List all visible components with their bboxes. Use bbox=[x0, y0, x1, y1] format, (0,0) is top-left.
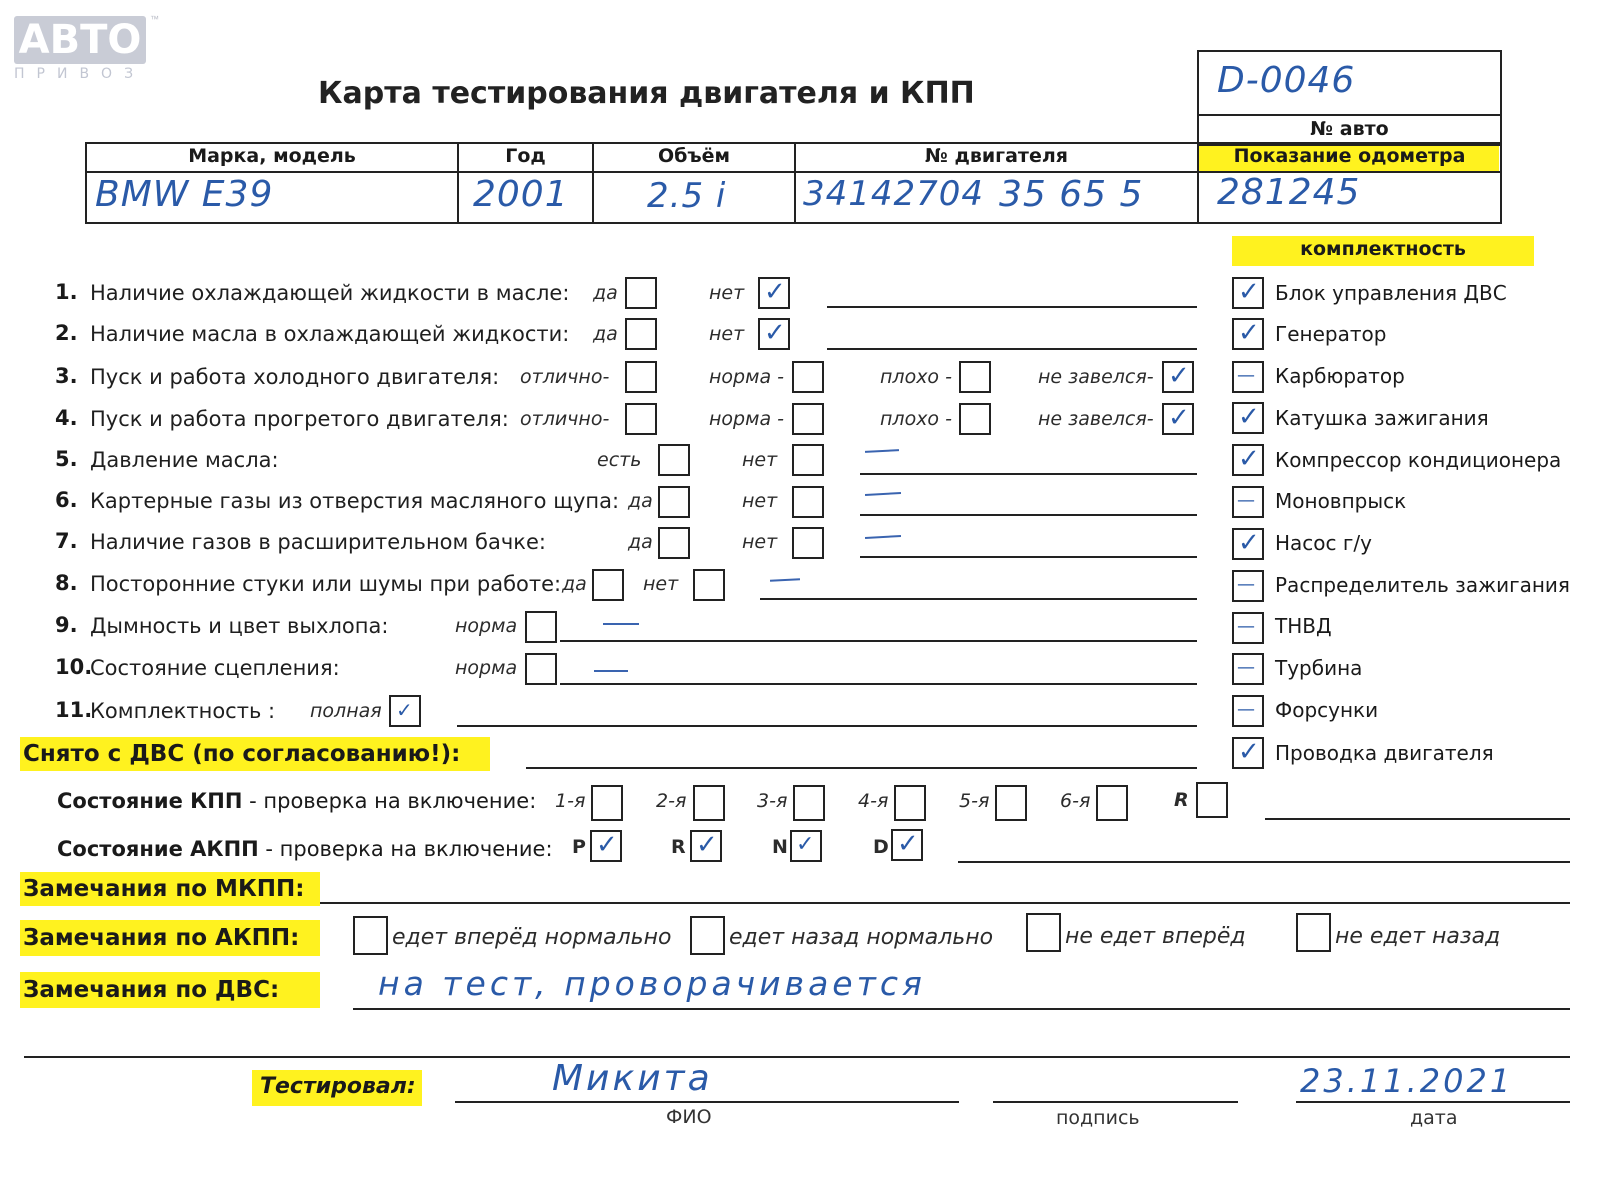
kpp-gear-6-box[interactable] bbox=[1096, 785, 1128, 821]
sign-line bbox=[993, 1101, 1238, 1103]
question-6-num: 6. bbox=[55, 488, 78, 512]
header-table bbox=[85, 142, 1502, 224]
question-7-opt-1: да bbox=[628, 531, 653, 553]
kpp-gear-r-box[interactable] bbox=[1196, 782, 1228, 818]
dvs-remarks-label: Замечания по ДВС: bbox=[23, 977, 280, 1003]
mkpp-remarks-label: Замечания по МКПП: bbox=[23, 876, 305, 902]
car-id-divider bbox=[1199, 114, 1500, 116]
akpp-mode-d-label: D bbox=[873, 836, 889, 858]
akpp-remarks-label: Замечания по АКПП: bbox=[23, 925, 300, 951]
question-3-opt-3: плохо - bbox=[880, 366, 952, 388]
volume-label: Объём bbox=[657, 145, 731, 167]
question-3-box-2[interactable] bbox=[792, 361, 824, 393]
komplekt-item-2: Генератор bbox=[1275, 322, 1387, 346]
removed-line bbox=[526, 767, 1197, 769]
question-4-box-2[interactable] bbox=[792, 403, 824, 435]
kpp-gear-2-box[interactable] bbox=[693, 785, 725, 821]
question-7-line bbox=[860, 556, 1197, 558]
year-value: 2001 bbox=[473, 174, 569, 215]
question-2-opt-1: да bbox=[593, 323, 618, 345]
question-10-text: Состояние сцепления: bbox=[90, 656, 340, 680]
page-title: Карта тестирования двигателя и КПП bbox=[318, 76, 975, 111]
logo-trademark: ™ bbox=[150, 14, 159, 24]
akpp-label-rest: - проверка на включение: bbox=[258, 837, 553, 861]
komplekt-mark-3: — bbox=[1237, 365, 1255, 386]
question-5-dash bbox=[865, 449, 899, 453]
year-label: Год bbox=[505, 145, 546, 167]
separator-line bbox=[24, 1056, 1570, 1058]
question-7-dash bbox=[865, 535, 901, 539]
question-2-num: 2. bbox=[55, 321, 78, 345]
question-3-num: 3. bbox=[55, 364, 78, 388]
akpp-remark-box-3[interactable] bbox=[1026, 913, 1061, 952]
akpp-mode-d-mark: ✓ bbox=[897, 829, 919, 859]
komplekt-mark-9: — bbox=[1237, 616, 1255, 637]
akpp-remark-box-1[interactable] bbox=[353, 916, 388, 955]
dvs-remarks-line bbox=[353, 1008, 1570, 1010]
question-1-opt-2: нет bbox=[709, 282, 745, 304]
question-7-text: Наличие газов в расширительном бачке: bbox=[90, 530, 546, 554]
question-9-line bbox=[560, 640, 1197, 642]
car-id-box bbox=[1197, 50, 1502, 146]
komplekt-mark-6: — bbox=[1237, 490, 1255, 511]
question-4-num: 4. bbox=[55, 406, 78, 430]
kpp-gear-2-label: 2-я bbox=[656, 790, 687, 812]
odometer-value: 281245 bbox=[1217, 172, 1361, 213]
question-2-box-1[interactable] bbox=[625, 318, 657, 350]
question-10-num: 10. bbox=[55, 655, 93, 679]
question-10-line bbox=[560, 683, 1197, 685]
question-5-opt-1: есть bbox=[597, 449, 642, 471]
question-3-opt-4: не завелся- bbox=[1038, 366, 1154, 388]
kpp-line bbox=[1265, 818, 1570, 820]
question-6-opt-1: да bbox=[628, 490, 653, 512]
question-2-mark: ✓ bbox=[764, 318, 786, 348]
question-5-opt-2: нет bbox=[742, 449, 778, 471]
komplekt-mark-10: — bbox=[1237, 657, 1255, 678]
akpp-line bbox=[958, 861, 1570, 863]
question-5-line bbox=[860, 473, 1197, 475]
kpp-gear-3-box[interactable] bbox=[793, 785, 825, 821]
question-1-mark: ✓ bbox=[764, 277, 786, 307]
kpp-gear-4-box[interactable] bbox=[894, 785, 926, 821]
komplekt-mark-8: — bbox=[1237, 574, 1255, 595]
komplekt-mark-5: ✓ bbox=[1238, 444, 1260, 474]
logo: АВТО bbox=[18, 17, 142, 63]
question-6-box-1[interactable] bbox=[658, 486, 690, 518]
question-4-opt-1: отлично- bbox=[520, 408, 610, 430]
komplekt-item-6: Моновпрыск bbox=[1275, 489, 1407, 513]
kpp-gear-r-label: R bbox=[1174, 789, 1189, 811]
question-6-dash bbox=[865, 492, 901, 496]
question-10-box-1[interactable] bbox=[525, 653, 557, 685]
question-3-mark: ✓ bbox=[1168, 361, 1190, 391]
question-1-line bbox=[827, 306, 1197, 308]
komplekt-mark-7: ✓ bbox=[1238, 528, 1260, 558]
question-4-box-1[interactable] bbox=[625, 403, 657, 435]
komplekt-item-12: Проводка двигателя bbox=[1275, 741, 1494, 765]
akpp-label bbox=[57, 837, 553, 861]
question-8-dash bbox=[770, 578, 800, 582]
question-6-line bbox=[860, 514, 1197, 516]
akpp-remark-opt-4: не едет назад bbox=[1335, 924, 1501, 949]
question-3-text: Пуск и работа холодного двигателя: bbox=[90, 365, 500, 389]
question-1-text: Наличие охлаждающей жидкости в масле: bbox=[90, 281, 570, 305]
akpp-remark-opt-1: едет вперёд нормально bbox=[392, 925, 672, 950]
question-8-opt-2: нет bbox=[643, 573, 679, 595]
question-8-num: 8. bbox=[55, 571, 78, 595]
komplekt-mark-12: ✓ bbox=[1238, 737, 1260, 767]
date-label: дата bbox=[1410, 1107, 1458, 1129]
question-3-box-3[interactable] bbox=[959, 361, 991, 393]
question-4-opt-4: не завелся- bbox=[1038, 408, 1154, 430]
kpp-label-rest: - проверка на включение: bbox=[242, 789, 537, 813]
question-2-text: Наличие масла в охлаждающей жидкости: bbox=[90, 322, 570, 346]
question-6-opt-2: нет bbox=[742, 490, 778, 512]
question-11-mark: ✓ bbox=[396, 698, 413, 722]
komplekt-mark-1: ✓ bbox=[1238, 277, 1260, 307]
question-6-box-2[interactable] bbox=[792, 486, 824, 518]
kpp-gear-6-label: 6-я bbox=[1060, 790, 1091, 812]
komplekt-mark-11: — bbox=[1237, 699, 1255, 720]
question-9-opt-1: норма bbox=[455, 615, 518, 637]
question-5-box-2[interactable] bbox=[792, 444, 824, 476]
komplekt-title: комплектность bbox=[1300, 238, 1466, 260]
engine-value-2: 35 65 5 bbox=[999, 174, 1144, 215]
logo-subtitle: ПРИВОЗ bbox=[14, 66, 146, 82]
question-5-num: 5. bbox=[55, 447, 78, 471]
akpp-mode-n-label: N bbox=[772, 836, 788, 858]
question-10-dash bbox=[594, 670, 628, 672]
question-8-box-1[interactable] bbox=[592, 569, 624, 601]
kpp-gear-1-label: 1-я bbox=[555, 790, 586, 812]
akpp-mode-r-label: R bbox=[671, 836, 686, 858]
name-line bbox=[455, 1101, 959, 1103]
kpp-gear-1-box[interactable] bbox=[591, 785, 623, 821]
akpp-remark-box-2[interactable] bbox=[690, 916, 725, 955]
engine-value-1: 34142704 bbox=[803, 174, 985, 214]
akpp-mode-p-label: P bbox=[572, 836, 586, 858]
brand-label: Марка, модель bbox=[188, 145, 356, 167]
question-10-opt-1: норма bbox=[455, 657, 518, 679]
question-2-line bbox=[827, 348, 1197, 350]
question-6-text: Картерные газы из отверстия масляного щупа: bbox=[90, 489, 620, 513]
question-5-box-1[interactable] bbox=[658, 444, 690, 476]
akpp-mode-r-mark: ✓ bbox=[696, 830, 718, 860]
date-line bbox=[1296, 1101, 1570, 1103]
komplekt-mark-4: ✓ bbox=[1238, 402, 1260, 432]
akpp-mode-p-mark: ✓ bbox=[596, 830, 618, 860]
question-3-box-1[interactable] bbox=[625, 361, 657, 393]
question-1-num: 1. bbox=[55, 280, 78, 304]
question-9-text: Дымность и цвет выхлопа: bbox=[90, 614, 389, 638]
dvs-remarks-value: на тест, проворачивается bbox=[378, 964, 926, 1003]
question-8-text: Посторонние стуки или шумы при работе: bbox=[90, 572, 562, 596]
question-3-opt-2: норма - bbox=[709, 366, 784, 388]
komplekt-item-3: Карбюратор bbox=[1275, 364, 1405, 388]
question-11-num: 11. bbox=[55, 698, 93, 722]
kpp-gear-4-label: 4-я bbox=[858, 790, 889, 812]
question-3-opt-1: отлично- bbox=[520, 366, 610, 388]
question-11-opt-1: полная bbox=[310, 700, 382, 722]
kpp-gear-5-label: 5-я bbox=[959, 790, 990, 812]
engine-label: № двигателя bbox=[925, 145, 1068, 167]
question-11-text: Комплектность : bbox=[90, 699, 276, 723]
question-7-opt-2: нет bbox=[742, 531, 778, 553]
question-1-box-1[interactable] bbox=[625, 277, 657, 309]
mkpp-remarks-line bbox=[320, 902, 1570, 904]
question-7-box-1[interactable] bbox=[658, 527, 690, 559]
question-9-num: 9. bbox=[55, 613, 78, 637]
komplekt-item-5: Компрессор кондиционера bbox=[1275, 448, 1562, 472]
komplekt-item-4: Катушка зажигания bbox=[1275, 406, 1489, 430]
sign-label: подпись bbox=[1056, 1107, 1140, 1129]
komplekt-item-8: Распределитель зажигания bbox=[1275, 573, 1570, 597]
volume-value: 2.5 i bbox=[647, 176, 727, 216]
question-4-opt-3: плохо - bbox=[880, 408, 952, 430]
question-7-box-2[interactable] bbox=[792, 527, 824, 559]
akpp-mode-n-mark: ✓ bbox=[796, 832, 815, 857]
question-7-num: 7. bbox=[55, 529, 78, 553]
fio-label: ФИО bbox=[666, 1106, 712, 1128]
question-4-box-3[interactable] bbox=[959, 403, 991, 435]
kpp-label-bold: Состояние КПП bbox=[57, 789, 243, 813]
question-8-opt-1: да bbox=[562, 573, 587, 595]
komplekt-mark-2: ✓ bbox=[1238, 318, 1260, 348]
question-8-line bbox=[760, 598, 1197, 600]
question-5-text: Давление масла: bbox=[90, 448, 279, 472]
komplekt-item-7: Насос г/у bbox=[1275, 531, 1372, 555]
question-11-line bbox=[457, 725, 1197, 727]
komplekt-item-1: Блок управления ДВС bbox=[1275, 281, 1507, 305]
car-id-value: D-0046 bbox=[1217, 60, 1356, 101]
akpp-label-bold: Состояние АКПП bbox=[57, 837, 259, 861]
question-9-box-1[interactable] bbox=[525, 611, 557, 643]
question-4-text: Пуск и работа прогретого двигателя: bbox=[90, 407, 509, 431]
question-4-mark: ✓ bbox=[1168, 403, 1190, 433]
car-id-label: № авто bbox=[1310, 118, 1389, 140]
removed-label: Снято с ДВС (по согласованию!): bbox=[23, 741, 461, 767]
question-4-opt-2: норма - bbox=[709, 408, 784, 430]
akpp-remark-opt-2: едет назад нормально bbox=[729, 925, 994, 950]
question-9-dash bbox=[603, 623, 639, 625]
question-1-opt-1: да bbox=[593, 282, 618, 304]
question-2-opt-2: нет bbox=[709, 323, 745, 345]
brand-value: BMW E39 bbox=[95, 174, 274, 215]
date-value: 23.11.2021 bbox=[1300, 1062, 1514, 1100]
kpp-gear-3-label: 3-я bbox=[757, 790, 788, 812]
kpp-gear-5-box[interactable] bbox=[995, 785, 1027, 821]
komplekt-item-11: Форсунки bbox=[1275, 698, 1379, 722]
komplekt-item-9: ТНВД bbox=[1275, 614, 1332, 638]
tested-label: Тестировал: bbox=[260, 1074, 416, 1099]
akpp-remark-box-4[interactable] bbox=[1296, 913, 1331, 952]
odometer-label: Показание одометра bbox=[1233, 145, 1466, 167]
komplekt-item-10: Турбина bbox=[1275, 656, 1363, 680]
question-8-box-2[interactable] bbox=[693, 569, 725, 601]
kpp-label bbox=[57, 789, 536, 813]
akpp-remark-opt-3: не едет вперёд bbox=[1065, 924, 1246, 949]
name-value: Микита bbox=[552, 1058, 713, 1099]
